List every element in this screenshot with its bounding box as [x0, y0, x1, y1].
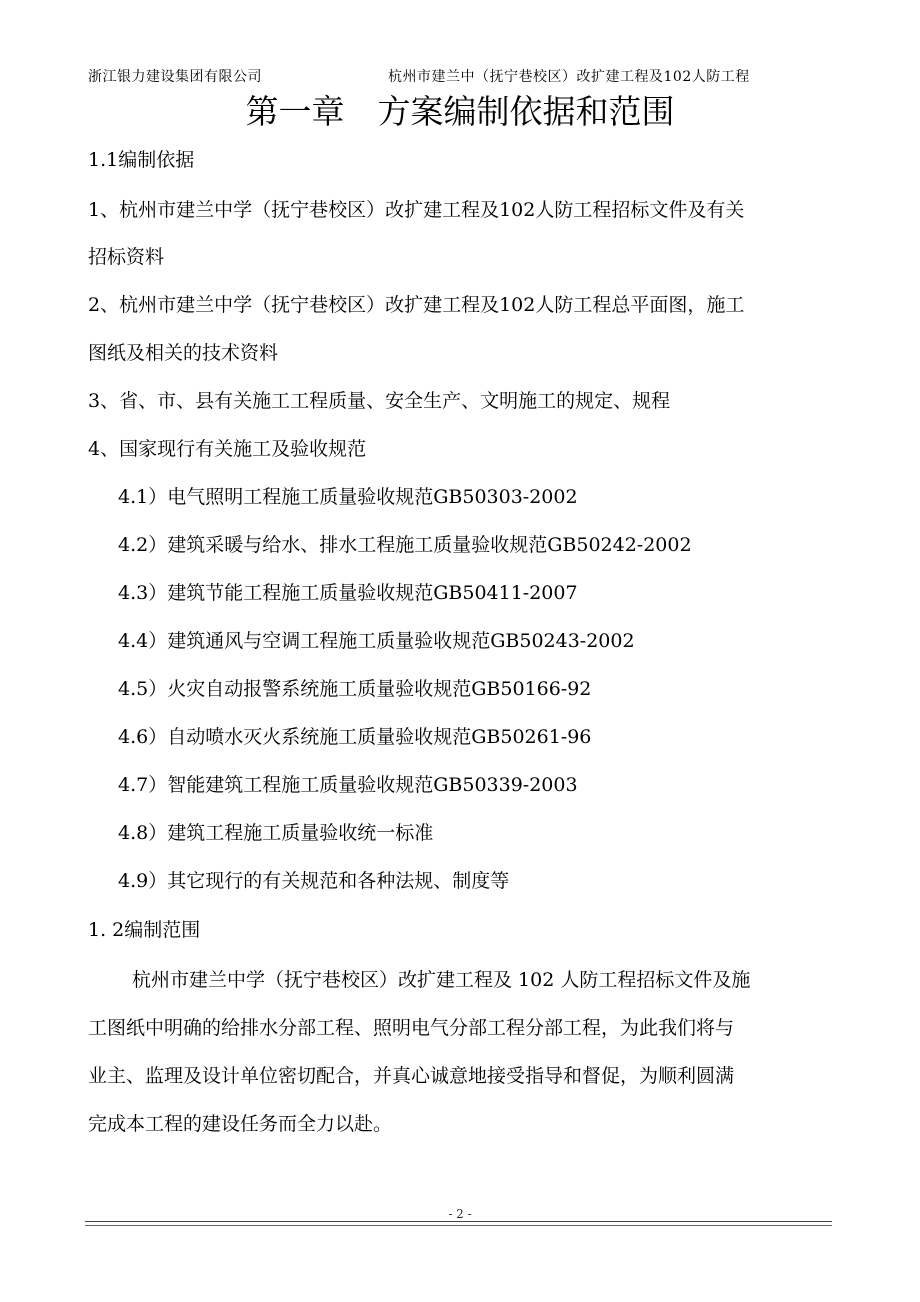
header-project: 杭州市建兰中（抚宁巷校区）改扩建工程及102人防工程 — [388, 69, 750, 85]
scope-paragraph-line: 完成本工程的建设任务而全力以赴。 — [88, 1113, 393, 1135]
chapter-title: 第一章 方案编制依据和范围 — [245, 92, 675, 131]
standard-item: 4.3）建筑节能工程施工质量验收规范GB50411-2007 — [118, 582, 578, 604]
basis-item-4: 4、国家现行有关施工及验收规范 — [88, 438, 367, 460]
page-number: - 2 - — [448, 1207, 472, 1221]
standard-item: 4.9）其它现行的有关规范和各种法规、制度等 — [118, 870, 510, 892]
basis-item-3: 3、省、市、县有关施工工程质量、安全生产、文明施工的规定、规程 — [88, 390, 671, 412]
scope-paragraph-line: 杭州市建兰中学（抚宁巷校区）改扩建工程及 102 人防工程招标文件及施 — [132, 969, 751, 991]
standard-item: 4.8）建筑工程施工质量验收统一标准 — [118, 822, 434, 844]
basis-item-2-line-1: 2、杭州市建兰中学（抚宁巷校区）改扩建工程及102人防工程总平面图，施工 — [88, 294, 745, 316]
header-company: 浙江银力建设集团有限公司 — [88, 69, 262, 85]
scope-paragraph-line: 工图纸中明确的给排水分部工程、照明电气分部工程分部工程，为此我们将与 — [88, 1017, 735, 1039]
page-header — [88, 66, 828, 86]
section-heading-basis: 1.1编制依据 — [88, 149, 195, 171]
standard-item: 4.1）电气照明工程施工质量验收规范GB50303-2002 — [118, 486, 578, 508]
footer-rule — [85, 1221, 832, 1222]
standard-item: 4.5）火灾自动报警系统施工质量验收规范GB50166-92 — [118, 678, 592, 700]
footer-rule — [85, 1225, 832, 1226]
standard-item: 4.4）建筑通风与空调工程施工质量验收规范GB50243-2002 — [118, 630, 635, 652]
section-heading-scope: 1. 2编制范围 — [88, 919, 201, 941]
standard-item: 4.6）自动喷水灭火系统施工质量验收规范GB50261-96 — [118, 726, 592, 748]
basis-item-1-line-1: 1、杭州市建兰中学（抚宁巷校区）改扩建工程及102人防工程招标文件及有关 — [88, 199, 745, 221]
standard-item: 4.2）建筑采暖与给水、排水工程施工质量验收规范GB50242-2002 — [118, 534, 692, 556]
basis-item-1-line-2: 招标资料 — [88, 246, 165, 268]
basis-item-2-line-2: 图纸及相关的技术资料 — [88, 342, 279, 364]
scope-paragraph-line: 业主、监理及设计单位密切配合，并真心诚意地接受指导和督促，为顺利圆满 — [88, 1065, 735, 1087]
standard-item: 4.7）智能建筑工程施工质量验收规范GB50339-2003 — [118, 774, 578, 796]
